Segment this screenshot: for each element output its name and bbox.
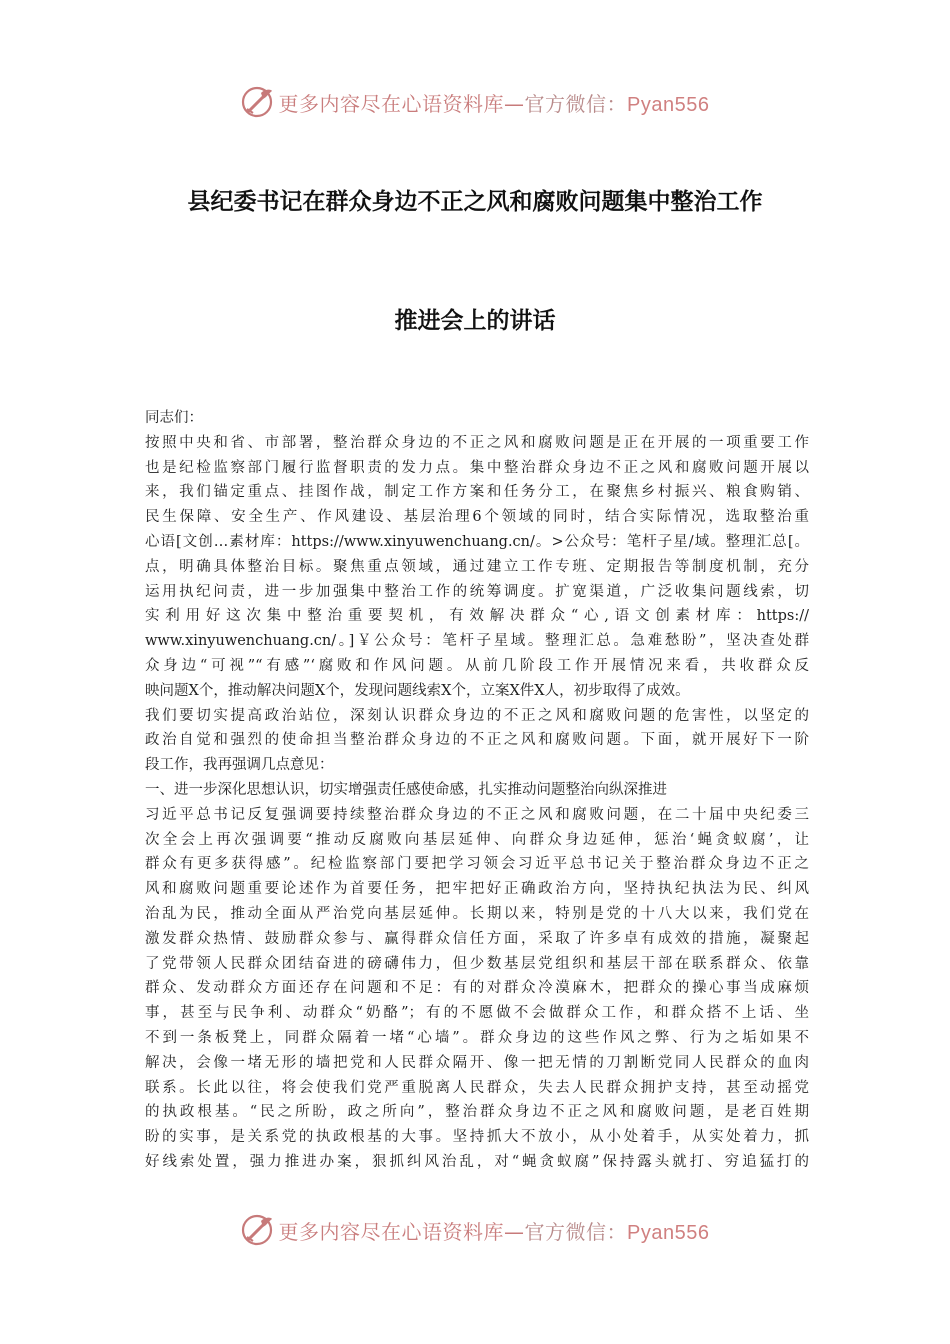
body-line: 风和腐败问题重要论述作为首要任务，把牢把好正确政治方向，坚持执纪执法为民、纠风	[145, 881, 809, 898]
watermark-dash: —	[504, 1219, 525, 1244]
body-line: 盼的实事，是关系党的执政根基的大事。坚持抓大不放小，从小处着手，从实处着力，抓	[145, 1129, 809, 1146]
body-line: 了党带领人民群众团结奋进的磅礴伟力，但少数基层党组织和基层干部在联系群众、依靠	[145, 955, 809, 972]
body-line: 民生保障、安全生产、作风建设、基层治理6个领域的同时，结合实际情况，选取整治重	[145, 509, 809, 526]
body-line: 按照中央和省、市部署，整治群众身边的不正之风和腐败问题是正在开展的一项重要工作	[145, 434, 809, 451]
watermark-prefix: 更多内容尽在心语资料库	[278, 1219, 505, 1244]
body-line: 实利用好这次集中整治重要契机，有效解决群众“心,语文创素材库：https://	[145, 608, 809, 625]
watermark-text	[279, 1216, 710, 1245]
body-line: 好线索处置，强力推进办案，狠抓纠风治乱，对“蝇贪蚁腐”保持露头就打、穷追猛打的	[145, 1153, 809, 1170]
watermark-wechat-label: 官方微信：	[524, 1219, 628, 1244]
body-line: www.xinyuwenchuang.cn/。]￥公众号：笔杆子星域。整理汇总。急难愁盼”，坚决查处群	[145, 633, 809, 650]
body-line: 来，我们锚定重点、挂图作战，制定工作方案和任务分工，在聚焦乡村振兴、粮食购销、	[145, 484, 809, 501]
body-line: 也是纪检监察部门履行监督职责的发力点。集中整治群众身边不正之风和腐败问题开展以	[145, 459, 809, 476]
section-heading: 一、进一步深化思想认识，切实增强责任感使命感，扎实推动问题整治向纵深推进	[145, 781, 667, 798]
body-line: 激发群众热情、鼓励群众参与、赢得群众信任方面，采取了许多卓有成效的措施，凝聚起	[145, 930, 809, 947]
quill-logo-icon	[241, 1213, 275, 1247]
body-line: 习近平总书记反复强调要持续整治群众身边的不正之风和腐败问题，在二十届中央纪委三	[145, 806, 809, 823]
body-line: 映问题X个，推动解决问题X个，发现问题线索X个，立案X件X人，初步取得了成效。	[145, 682, 690, 699]
document-title-line-2: 推进会上的讲话	[394, 308, 556, 334]
body-line: 同志们：	[145, 410, 203, 426]
speech-body	[145, 406, 809, 1175]
body-line: 运用执纪问责，进一步加强集中整治工作的统筹调度。扩宽渠道，广泛收集问题线索，切	[145, 583, 809, 600]
body-line: 不到一条板凳上，同群众隔着一堵“心墙”。群众身边的这些作风之弊、行为之垢如果不	[145, 1029, 809, 1046]
body-line: 群众有更多获得感”。纪检监察部门要把学习领会习近平总书记关于整治群众身边不正之	[145, 856, 809, 873]
watermark-dash: —	[504, 91, 525, 116]
body-line: 事，甚至与民争利、动群众“奶酪”；有的不愿做不会做群众工作，和群众搭不上话、坐	[145, 1005, 809, 1022]
document-title-line-1: 县纪委书记在群众身边不正之风和腐败问题集中整治工作	[187, 189, 763, 215]
body-line: 次全会上再次强调要“推动反腐败向基层延伸、向群众身边延伸，惩治‘蝇贪蚁腐’，让	[145, 831, 809, 848]
body-line: 点，明确具体整治目标。聚焦重点领域，通过建立工作专班、定期报告等制度机制，充分	[145, 558, 809, 575]
body-line: 联系。长此以往，将会使我们党严重脱离人民群众，失去人民群众拥护支持，甚至动摇党	[145, 1079, 809, 1096]
body-line: 段工作，我再强调几点意见：	[145, 757, 334, 774]
body-line: 政治自觉和强烈的使命担当整治群众身边的不正之风和腐败问题。下面，就开展好下一阶	[145, 732, 809, 749]
body-line: 群众、发动群众方面还存在问题和不足：有的对群众冷漠麻木，把群众的操心事当成麻烦	[145, 980, 809, 997]
watermark-text	[279, 88, 710, 117]
watermark-wechat-id: Pyan556	[627, 1221, 710, 1244]
body-line: 的执政根基。“民之所盼，政之所向”，整治群众身边不正之风和腐败问题，是老百姓期	[145, 1104, 809, 1121]
body-line: 解决，会像一堵无形的墙把党和人民群众隔开、像一把无情的刀割断党同人民群众的血肉	[145, 1054, 809, 1071]
body-line: 治乱为民，推动全面从严治党向基层延伸。长期以来，特别是党的十八大以来，我们党在	[145, 905, 809, 922]
body-line: 众身边“可视”“有感”‘腐败和作风问题。从前几阶段工作开展情况来看，共收群众反	[145, 657, 809, 674]
watermark-wechat-id: Pyan556	[627, 93, 710, 116]
quill-logo-icon	[241, 85, 275, 119]
watermark-prefix: 更多内容尽在心语资料库	[278, 91, 505, 116]
watermark-banner-top	[0, 80, 950, 124]
watermark-wechat-label: 官方微信：	[524, 91, 628, 116]
body-line: 心语[文创…素材库：https://www.xinyuwenchuang.cn/。>公众号：笔杆子星/域。整理汇总[。	[145, 533, 809, 550]
body-line: 我们要切实提高政治站位，深刻认识群众身边的不正之风和腐败问题的危害性，以坚定的	[145, 707, 809, 724]
watermark-banner-bottom	[0, 1208, 950, 1252]
